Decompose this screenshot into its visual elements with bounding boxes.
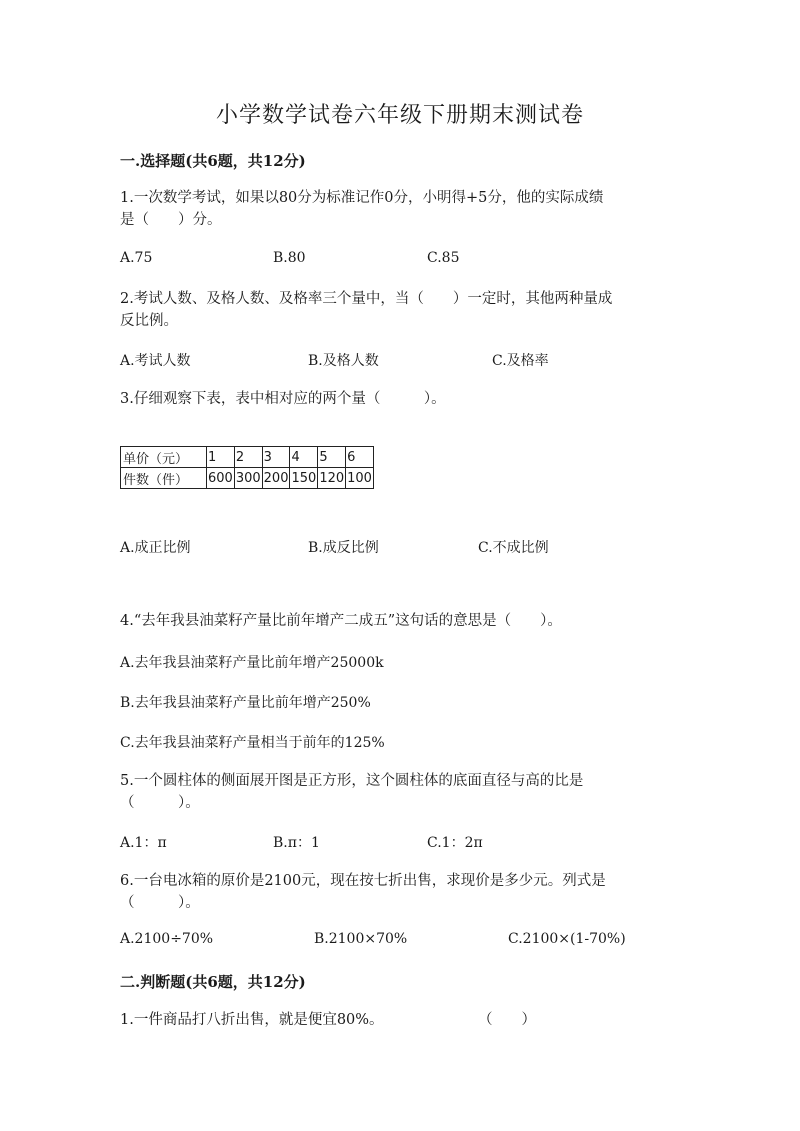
table-cell: 200 [262, 468, 290, 489]
table-cell: 120 [318, 468, 346, 489]
table-cell: 150 [290, 468, 318, 489]
option-a: A.去年我县油菜籽产量比前年增产25000k [120, 655, 384, 671]
option-b: B.成反比例 [308, 540, 379, 556]
option-b: B.去年我县油菜籽产量比前年增产250% [120, 695, 371, 711]
option-c: C.及格率 [492, 353, 549, 369]
question-3 [120, 388, 680, 410]
option-a: A.考试人数 [120, 353, 191, 369]
table-cell: 5 [318, 447, 346, 468]
table-cell: 1 [207, 447, 235, 468]
question-text: （ ）。 [120, 895, 200, 911]
option-a: A.2100÷70% [120, 931, 214, 947]
section-heading-choice: 一.选择题(共6题，共12分) [120, 152, 306, 170]
option-b: B.2100×70% [314, 931, 408, 947]
section-heading-judgment: 二.判断题(共6题，共12分) [120, 973, 306, 991]
question-4 [120, 610, 680, 632]
question-2 [120, 288, 680, 332]
question-text: 是（ ）分。 [120, 212, 222, 228]
option-a: A.1：π [120, 835, 167, 851]
option-c: C.去年我县油菜籽产量相当于前年的125% [120, 735, 385, 751]
option-b: B.及格人数 [308, 353, 379, 369]
option-c: C.2100×(1-70%) [508, 931, 626, 947]
row-label: 单价（元） [121, 447, 207, 468]
question-text: 5.一个圆柱体的侧面展开图是正方形，这个圆柱体的底面直径与高的比是 [120, 773, 584, 789]
question-text: 2.考试人数、及格人数、及格率三个量中，当（ ）一定时，其他两种量成 [120, 291, 613, 307]
table-cell: 600 [207, 468, 235, 489]
question-5 [120, 770, 680, 814]
question-text: 4.“去年我县油菜籽产量比前年增产二成五”这句话的意思是（ ）。 [120, 613, 562, 629]
question-text: 1.一次数学考试，如果以80分为标准记作0分，小明得+5分，他的实际成绩 [120, 190, 604, 206]
option-b: B.π：1 [273, 835, 320, 851]
option-c: C.85 [427, 250, 460, 266]
price-quantity-table [120, 446, 374, 489]
question-text: 3.仔细观察下表，表中相对应的两个量（ ）。 [120, 391, 446, 407]
table-cell: 300 [234, 468, 262, 489]
answer-blank: （ ） [478, 1012, 536, 1028]
option-c: C.不成比例 [478, 540, 549, 556]
row-label: 件数（件） [121, 468, 207, 489]
question-1 [120, 187, 680, 231]
question-text: 反比例。 [120, 313, 178, 329]
option-a: A.75 [120, 250, 153, 266]
question-text: 6.一台电冰箱的原价是2100元，现在按七折出售，求现价是多少元。列式是 [120, 873, 606, 889]
option-a: A.成正比例 [120, 540, 191, 556]
question-6 [120, 870, 680, 914]
question-text: 1.一件商品打八折出售，就是便宜80%。 [120, 1012, 384, 1028]
table-cell: 6 [346, 447, 374, 468]
question-text: （ ）。 [120, 795, 200, 811]
table-row [121, 468, 374, 489]
table-cell: 100 [346, 468, 374, 489]
table-cell: 3 [262, 447, 290, 468]
option-c: C.1：2π [427, 835, 483, 851]
judgment-1 [120, 1009, 720, 1031]
page-title: 小学数学试卷六年级下册期末测试卷 [215, 103, 584, 128]
table-cell: 4 [290, 447, 318, 468]
table-row [121, 447, 374, 468]
option-b: B.80 [273, 250, 306, 266]
table-cell: 2 [234, 447, 262, 468]
